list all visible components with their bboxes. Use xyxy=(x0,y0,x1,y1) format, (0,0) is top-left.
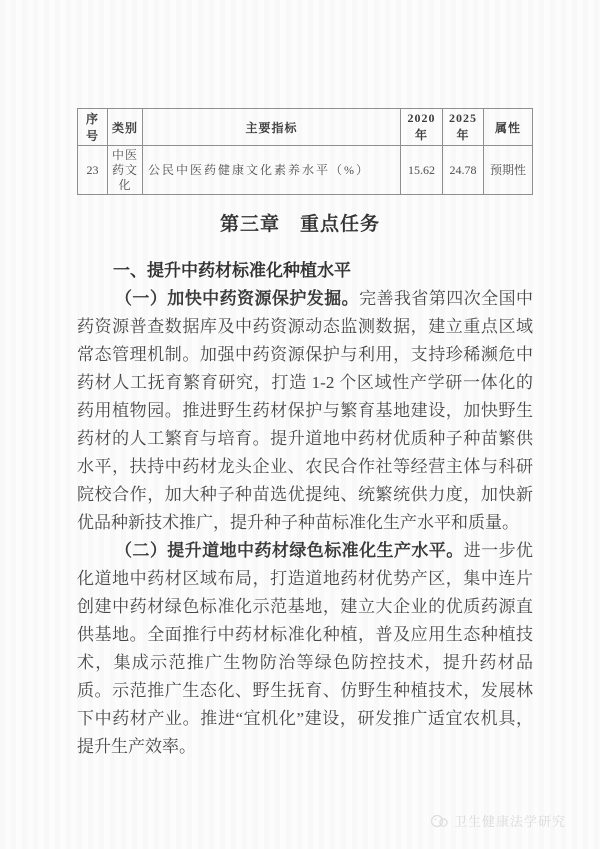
col-header-category: 类别 xyxy=(108,109,143,146)
indicator-table xyxy=(77,108,533,195)
content-body xyxy=(77,257,533,761)
cell-value-2025: 24.78 xyxy=(443,146,484,195)
paragraph-1-text: 完善我省第四次全国中药资源普查数据库及中药资源动态监测数据，建立重点区域常态管理机制。加强中药资源保护与利用，支持珍稀濒危中药材人工抚育繁育研究，打造 1-2 个区域性产学研一体化的药用植物园。推进野生药材保护与繁育基地建设，加快野生药材的人工繁育与培育。提升道地中药材优质种子种苗繁供水平，扶持中药材龙头企业、农民合作社等经营主体与科研院校合作，加大种子种苗选优提纯、统繁统供力度，加快新优品种新技术推广，提升种子种苗标准化生产水平和质量。 xyxy=(77,289,534,532)
col-header-2020: 2020 年 xyxy=(401,109,443,146)
table-row xyxy=(78,146,533,195)
col-header-seq: 序号 xyxy=(78,109,108,146)
section-heading: 一、提升中药材标准化种植水平 xyxy=(113,261,351,280)
watermark xyxy=(430,811,566,830)
paragraph-2-lead: （二）提升道地中药材绿色标准化生产水平。 xyxy=(115,541,464,560)
cell-attribute: 预期性 xyxy=(484,146,533,195)
col-header-indicator: 主要指标 xyxy=(143,109,401,146)
paragraph-1-lead: （一）加快中药资源保护发掘。 xyxy=(115,289,360,308)
paragraph-2-text: 进一步优化道地中药材区域布局，打造道地药材优势产区，集中连片创建中药材绿色标准化示范基地，建立大企业的优质药源直供基地。全面推行中药材标准化种植，普及应用生态种植技术，集成示范推广生物防治等绿色防控技术，提升药材品质。示范推广生态化、野生抚育、仿野生种植技术，发展林下中药材产业。推进“宜机化”建设，研发推广适宜农机具，提升生产效率。 xyxy=(77,541,534,756)
col-header-2025: 2025 年 xyxy=(443,109,484,146)
cell-category: 中医药文化 xyxy=(108,146,143,195)
cell-seq: 23 xyxy=(78,146,108,195)
cell-value-2020: 15.62 xyxy=(401,146,443,195)
watermark-text: 卫生健康法学研究 xyxy=(453,814,566,829)
cell-indicator: 公民中医药健康文化素养水平（%） xyxy=(143,146,401,195)
col-header-attribute: 属性 xyxy=(484,109,533,146)
chapter-title: 第三章 重点任务 xyxy=(219,214,380,235)
watermark-logo-icon xyxy=(430,813,450,829)
paragraph-2 xyxy=(77,537,533,761)
paragraph-1 xyxy=(77,285,533,537)
table-header-row xyxy=(78,109,533,146)
